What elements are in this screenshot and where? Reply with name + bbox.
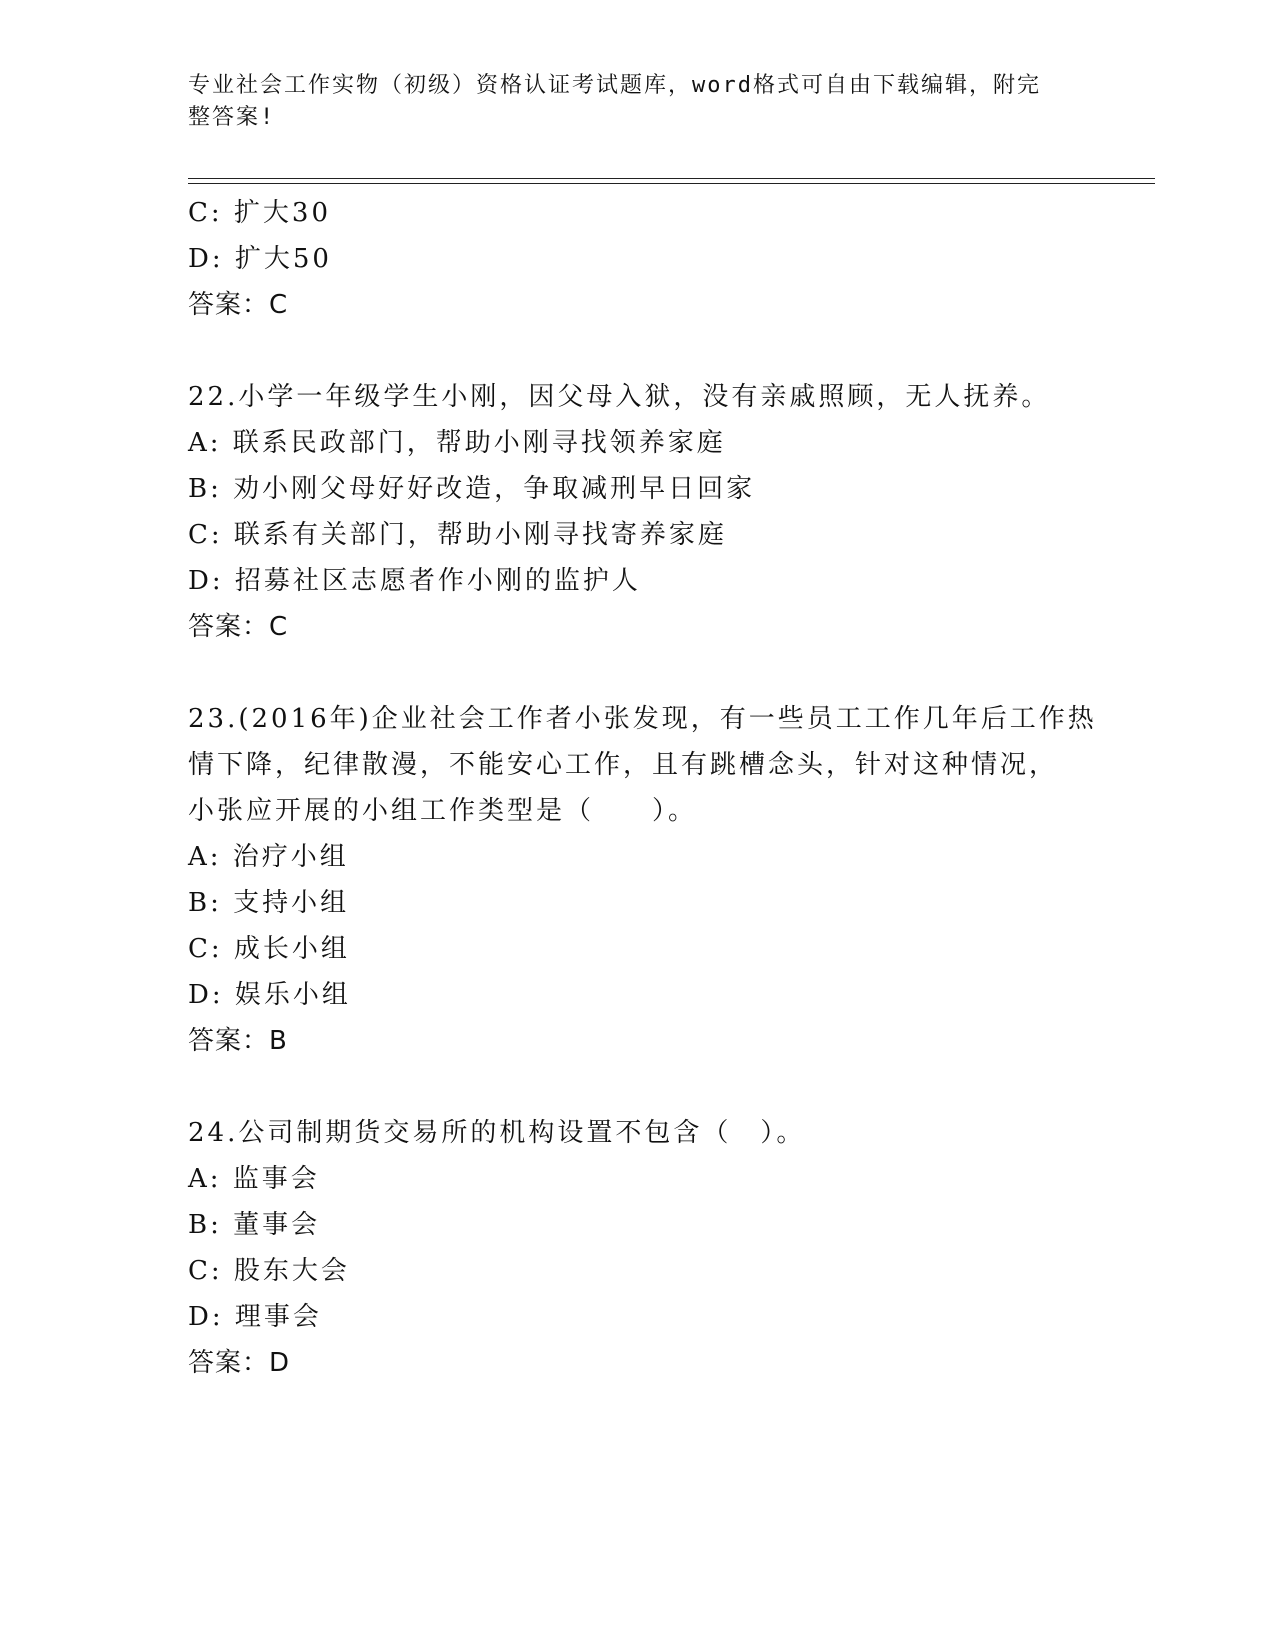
spacer	[188, 1064, 1148, 1110]
option-c: C: 成长小组	[188, 934, 350, 964]
option-c: C: 联系有关部门，帮助小刚寻找寄养家庭	[188, 520, 727, 550]
question-stem: 22.小学一年级学生小刚，因父母入狱，没有亲戚照顾，无人抚养。	[188, 382, 1051, 412]
answer-line: 答案：B	[188, 1026, 288, 1056]
option-d: D: 招募社区志愿者作小刚的监护人	[188, 566, 641, 596]
question-list	[188, 190, 1148, 1386]
header-divider-bottom	[188, 183, 1155, 184]
spacer	[188, 650, 1148, 696]
header-line-2: 整答案!	[188, 105, 276, 130]
option-b: B: 劝小刚父母好好改造，争取减刑早日回家	[188, 474, 756, 504]
spacer	[188, 328, 1148, 374]
answer-line: 答案：D	[188, 1348, 291, 1378]
option-d: D: 娱乐小组	[188, 980, 351, 1010]
option-a: A: 联系民政部门，帮助小刚寻找领养家庭	[188, 428, 726, 458]
document-header	[188, 70, 1088, 134]
option-b: B: 支持小组	[188, 888, 350, 918]
option-d: D: 理事会	[188, 1302, 322, 1332]
option-a: A: 监事会	[188, 1164, 320, 1194]
option-b: B: 董事会	[188, 1210, 321, 1240]
option-a: A: 治疗小组	[188, 842, 349, 872]
option-d: D: 扩大50	[188, 244, 332, 274]
answer-line: 答案：C	[188, 612, 289, 642]
question-stem: 24.公司制期货交易所的机构设置不包含（ ）。	[188, 1118, 806, 1148]
question-block-24	[188, 1110, 1148, 1386]
header-line-1: 专业社会工作实物（初级）资格认证考试题库，word格式可自由下载编辑，附完	[188, 73, 1041, 98]
option-c: C: 扩大30	[188, 198, 332, 228]
question-block-22	[188, 374, 1148, 650]
question-stem-line-1: 23.(2016年)企业社会工作者小张发现，有一些员工工作几年后工作热	[188, 704, 1097, 734]
answer-line: 答案：C	[188, 290, 289, 320]
option-c: C: 股东大会	[188, 1256, 350, 1286]
header-divider-top	[188, 178, 1155, 179]
question-block-23	[188, 696, 1148, 1064]
question-stem-line-3: 小张应开展的小组工作类型是（ ）。	[188, 796, 698, 826]
question-stem-line-2: 情下降，纪律散漫，不能安心工作，且有跳槽念头，针对这种情况，	[188, 750, 1059, 780]
question-block-prev	[188, 190, 1148, 328]
